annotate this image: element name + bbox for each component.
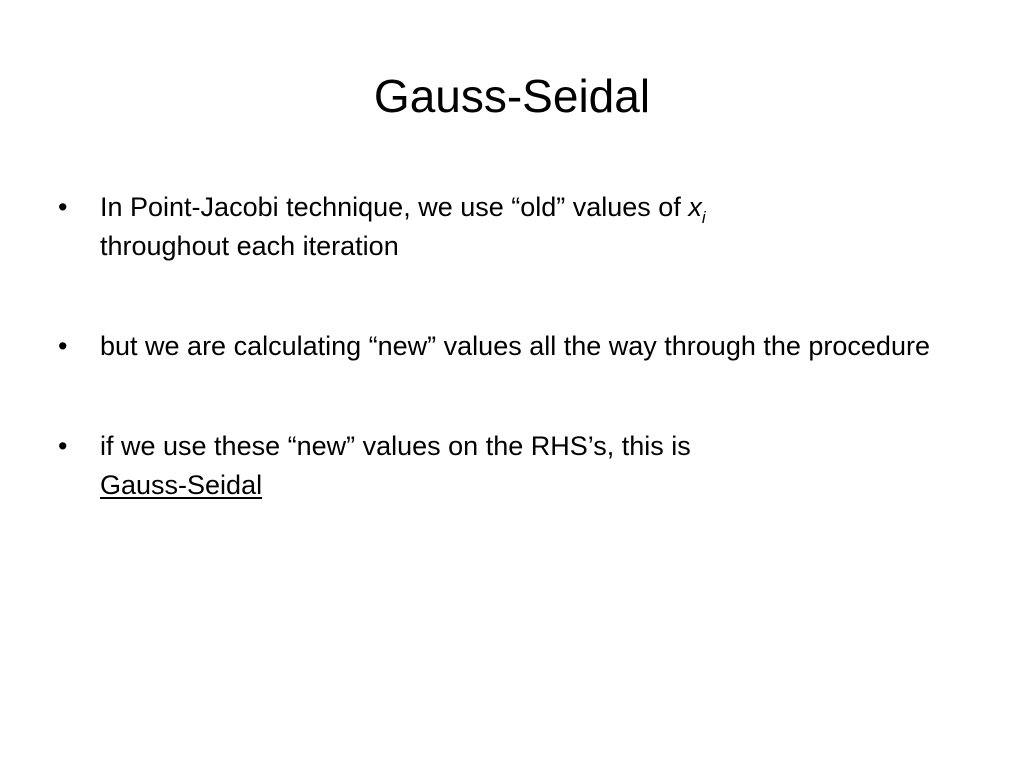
bullet-icon: • xyxy=(58,192,68,222)
math-subscript: i xyxy=(701,208,706,227)
math-variable: x xyxy=(688,192,702,222)
bullet-text-line-2: throughout each iteration xyxy=(100,231,399,261)
bullet-text: if we use these “new” values on the RHS’s, this is xyxy=(100,431,691,461)
bullet-icon: • xyxy=(58,331,68,361)
gauss-seidal-term: Gauss-Seidal xyxy=(100,470,263,500)
bullet-item-gauss-seidal xyxy=(56,427,956,505)
bullet-list xyxy=(56,188,956,566)
bullet-item-new-values xyxy=(56,327,956,366)
bullet-icon: • xyxy=(58,431,68,461)
bullet-text: but we are calculating “new” values all the way through the procedure xyxy=(100,331,930,361)
bullet-text: In Point-Jacobi technique, we use “old” values of xyxy=(100,192,689,222)
slide-title: Gauss-Seidal xyxy=(373,70,651,122)
bullet-item-point-jacobi xyxy=(56,188,956,266)
